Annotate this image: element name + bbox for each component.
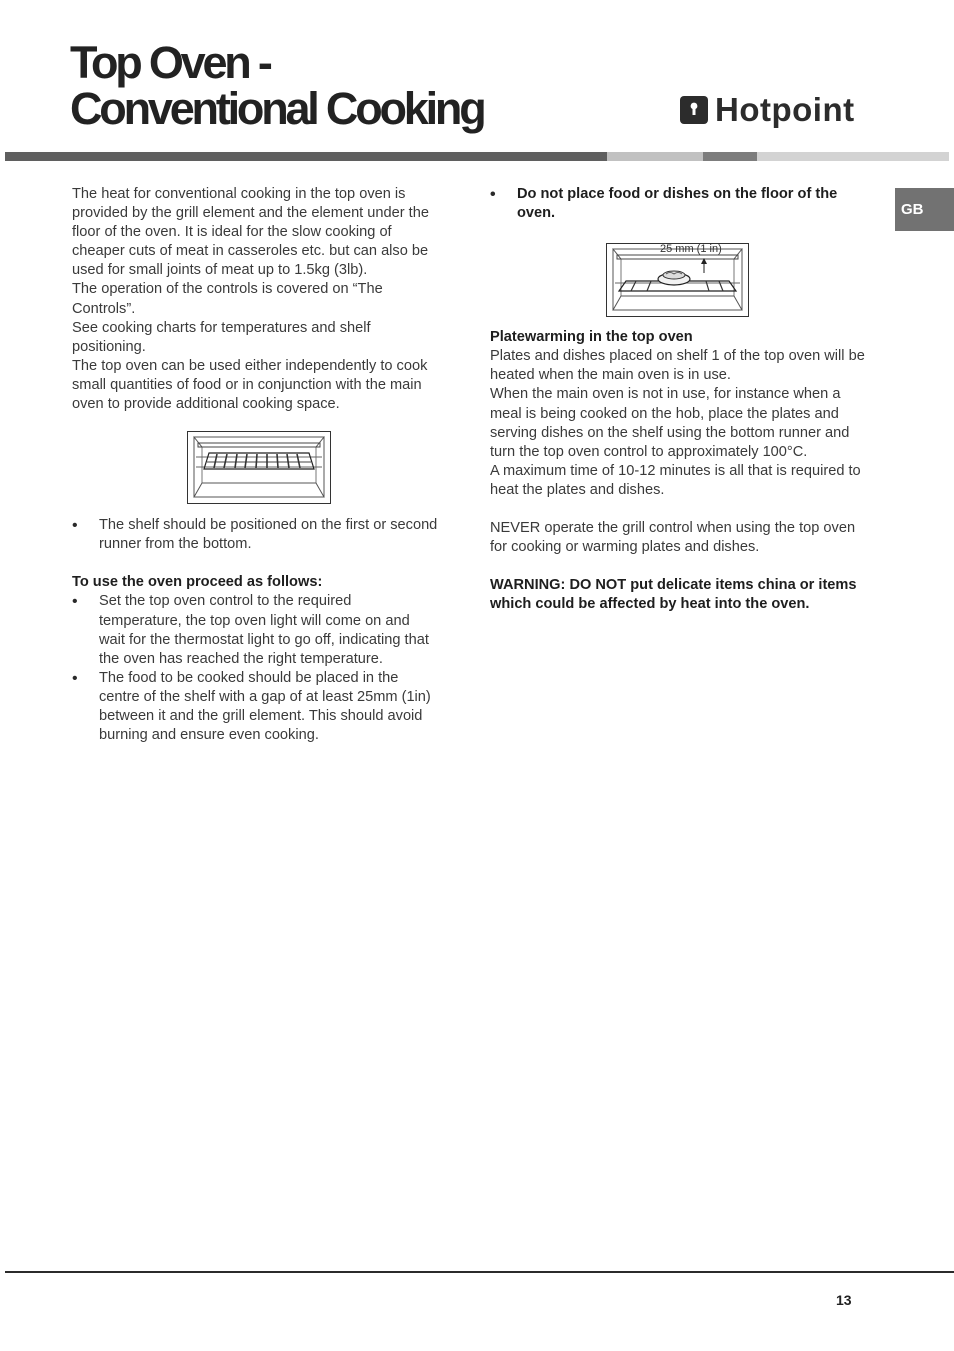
never-grill-note: NEVER operate the grill control when using the top oven for cooking or warming plates and dishes. bbox=[490, 520, 856, 556]
shelf-position-bullet: • The shelf should be positioned on the first or second runner from the bottom. bbox=[72, 516, 438, 554]
platewarming-paragraph-2: When the main oven is not in use, for instance when a meal is being cooked on the hob, place the plates and serving dishes on the shelf using the bottom runner and turn the top oven control to approximately 100°C. bbox=[490, 386, 850, 460]
title-line-2: Conventional Cooking bbox=[70, 83, 484, 134]
brand-name: Hotpoint bbox=[715, 91, 855, 128]
header-band-dark bbox=[5, 152, 607, 161]
gap-figure-label: 25 mm (1 in) bbox=[660, 243, 722, 256]
right-column bbox=[490, 185, 866, 614]
spacer bbox=[490, 500, 866, 519]
proceed-bullet-1: • Set the top oven control to the required temperature, the top oven light will come on and wait for the thermostat light to go off, indicating that the oven has reached the right temperature. bbox=[72, 592, 438, 668]
language-tab: GB bbox=[895, 188, 954, 231]
floor-warning-bullet: • Do not place food or dishes on the floor of the oven. bbox=[490, 185, 866, 223]
intro-paragraph-4: The top oven can be used either independently to cook small quantities of food or in conjunction with the main oven to provide additional cooking space. bbox=[72, 357, 428, 413]
footer-divider bbox=[5, 1271, 954, 1273]
header-band-light bbox=[607, 152, 703, 161]
intro-paragraph-3: See cooking charts for temperatures and shelf positioning. bbox=[72, 319, 371, 355]
left-column bbox=[72, 185, 438, 745]
page-title bbox=[70, 37, 484, 134]
title-line-1: Top Oven - bbox=[70, 37, 270, 88]
page-number: 13 bbox=[836, 1292, 852, 1308]
intro-paragraph-2: The operation of the controls is covered on “The Controls”. bbox=[72, 281, 383, 317]
spacer bbox=[72, 554, 438, 573]
platewarming-paragraph-3: A maximum time of 10-12 minutes is all that is required to heat the plates and dishes. bbox=[490, 462, 861, 498]
platewarming-paragraph-1: Plates and dishes placed on shelf 1 of the top oven will be heated when the main oven is in use. bbox=[490, 348, 865, 384]
platewarming-heading: Platewarming in the top oven bbox=[490, 329, 693, 346]
brand-logo-icon bbox=[680, 96, 708, 124]
brand-logo bbox=[680, 92, 855, 128]
proceed-heading: To use the oven proceed as follows: bbox=[72, 574, 323, 591]
header-band-pale bbox=[757, 152, 949, 161]
intro-paragraph-1: The heat for conventional cooking in the top oven is provided by the grill element and the element under the floor of the oven. It is ideal for the slow cooking of cheaper cuts of meat in casseroles etc. but can also be used for small joints of meat up to 1.5kg (3lb). bbox=[72, 186, 429, 279]
heat-warning: WARNING: DO NOT put delicate items china or items which could be affected by heat into the oven. bbox=[490, 577, 857, 613]
gap-figure bbox=[606, 243, 806, 318]
oven-shelf-figure bbox=[187, 431, 331, 505]
proceed-bullet-2: • The food to be cooked should be placed in the centre of the shelf with a gap of at least 25mm (1in) between it and the grill element. This should avoid burning and ensure even cooking. bbox=[72, 669, 438, 745]
spacer bbox=[490, 557, 866, 576]
header-band-mid bbox=[703, 152, 757, 161]
